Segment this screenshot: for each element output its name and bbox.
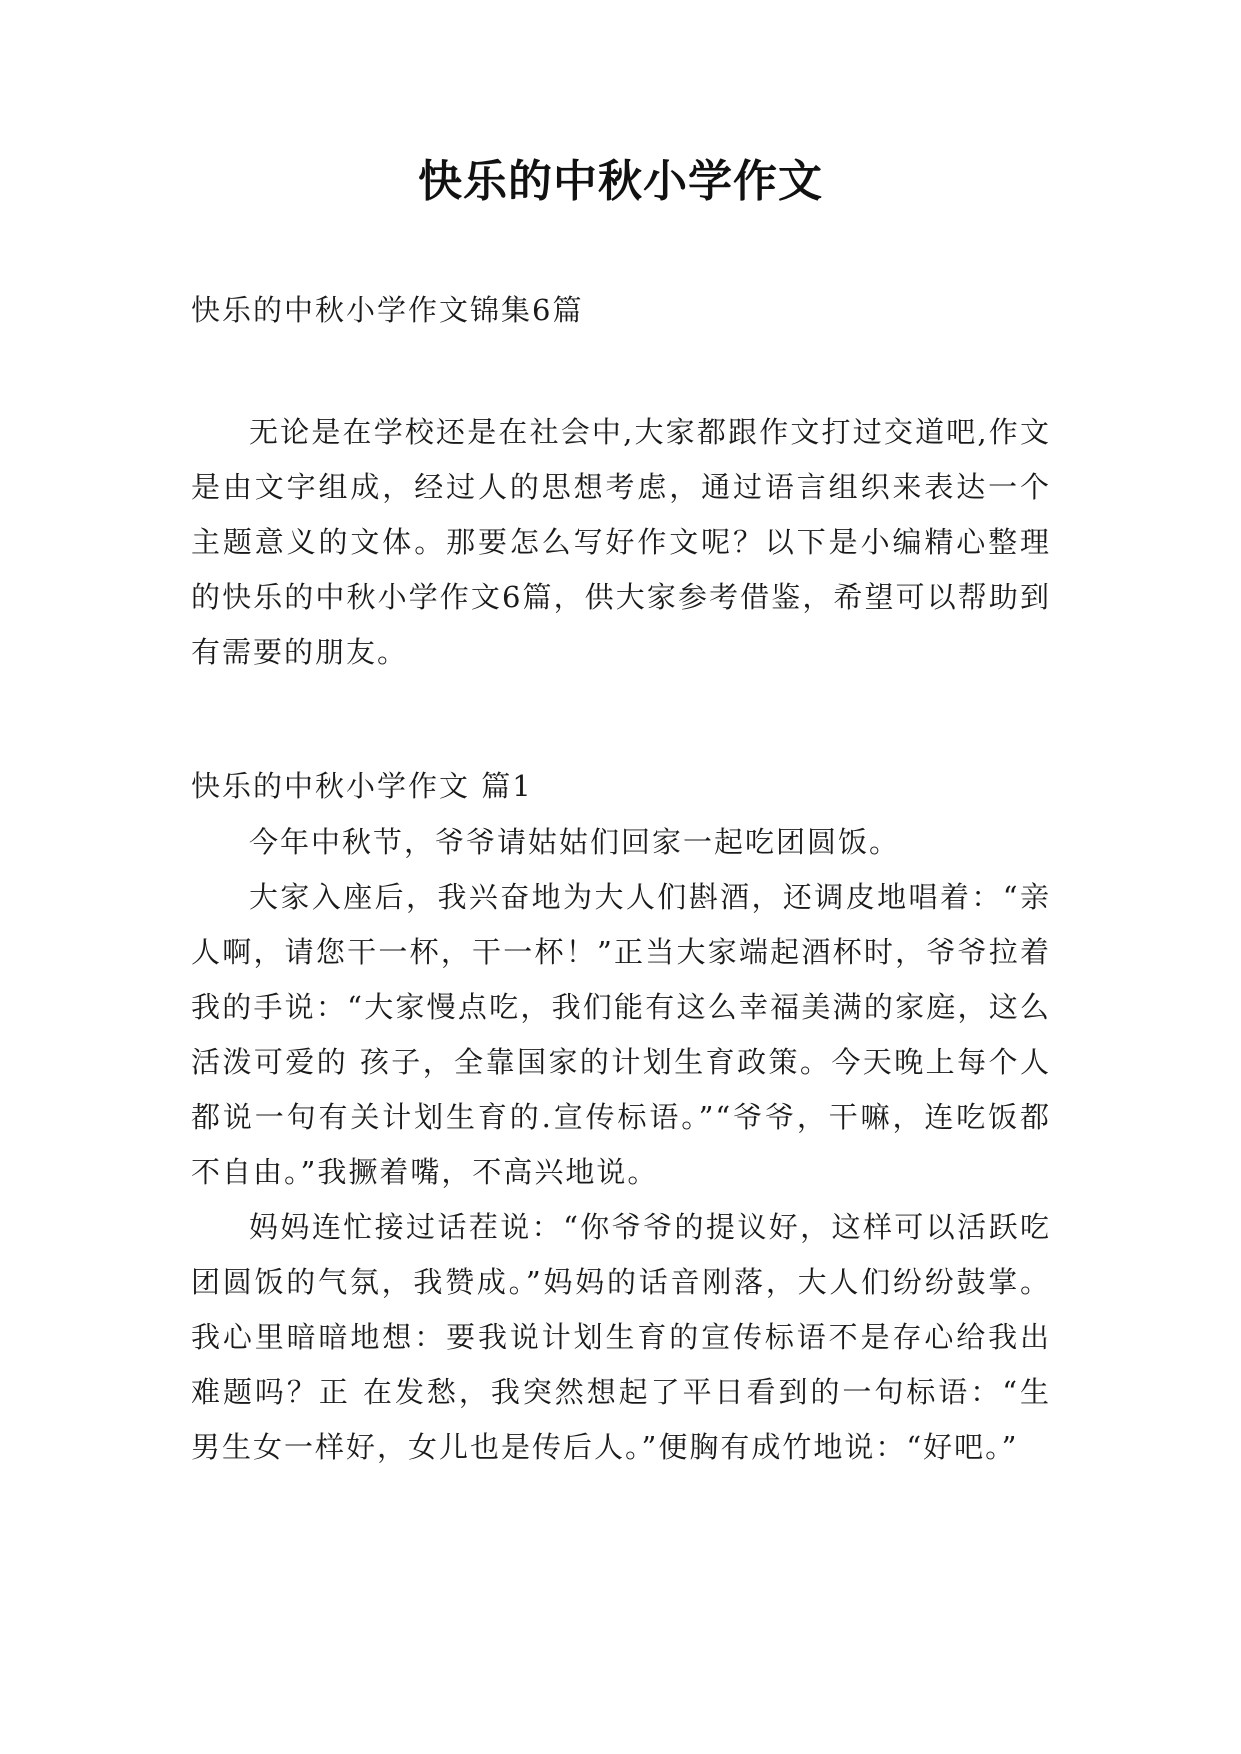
essay-body xyxy=(191,815,1051,1475)
document-subtitle: 快乐的中秋小学作文锦集6篇 xyxy=(191,293,584,327)
essay-paragraph-2: 大家入座后，我兴奋地为大人们斟酒，还调皮地唱着：“亲人啊，请您干一杯，干一杯！”正当大家端起酒杯时，爷爷拉着我的手说：“大家慢点吃，我们能有这么幸福美满的家庭，这么活泼可爱的 孩子，全靠国家的计划生育政策。今天晚上每个人都说一句有关计划生育的.宣传标语。”“爷爷，干嘛，连吃饭都不自由。”我撅着嘴，不高兴地说。 xyxy=(191,880,1051,1189)
essay-paragraph-3: 妈妈连忙接过话茬说：“你爷爷的提议好，这样可以活跃吃团圆饭的气氛，我赞成。”妈妈的话音刚落，大人们纷纷鼓掌。我心里暗暗地想：要我说计划生育的宣传标语不是存心给我出难题吗？正 在发愁，我突然想起了平日看到的一句标语：“生男生女一样好，女儿也是传后人。”便胸有成竹地说：“好吧。” xyxy=(191,1210,1051,1464)
intro-paragraph: 无论是在学校还是在社会中,大家都跟作文打过交道吧,作文是由文字组成，经过人的思想考虑，通过语言组织来表达一个主题意义的文体。那要怎么写好作文呢？以下是小编精心整理的快乐的中秋小学作文6篇，供大家参考借鉴，希望可以帮助到有需要的朋友。 xyxy=(191,415,1051,669)
essay-paragraph-1: 今年中秋节，爷爷请姑姑们回家一起吃团圆饭。 xyxy=(249,825,901,859)
section-title: 快乐的中秋小学作文 篇1 xyxy=(191,769,533,803)
intro-block xyxy=(191,405,1051,680)
document-title: 快乐的中秋小学作文 xyxy=(418,156,823,207)
